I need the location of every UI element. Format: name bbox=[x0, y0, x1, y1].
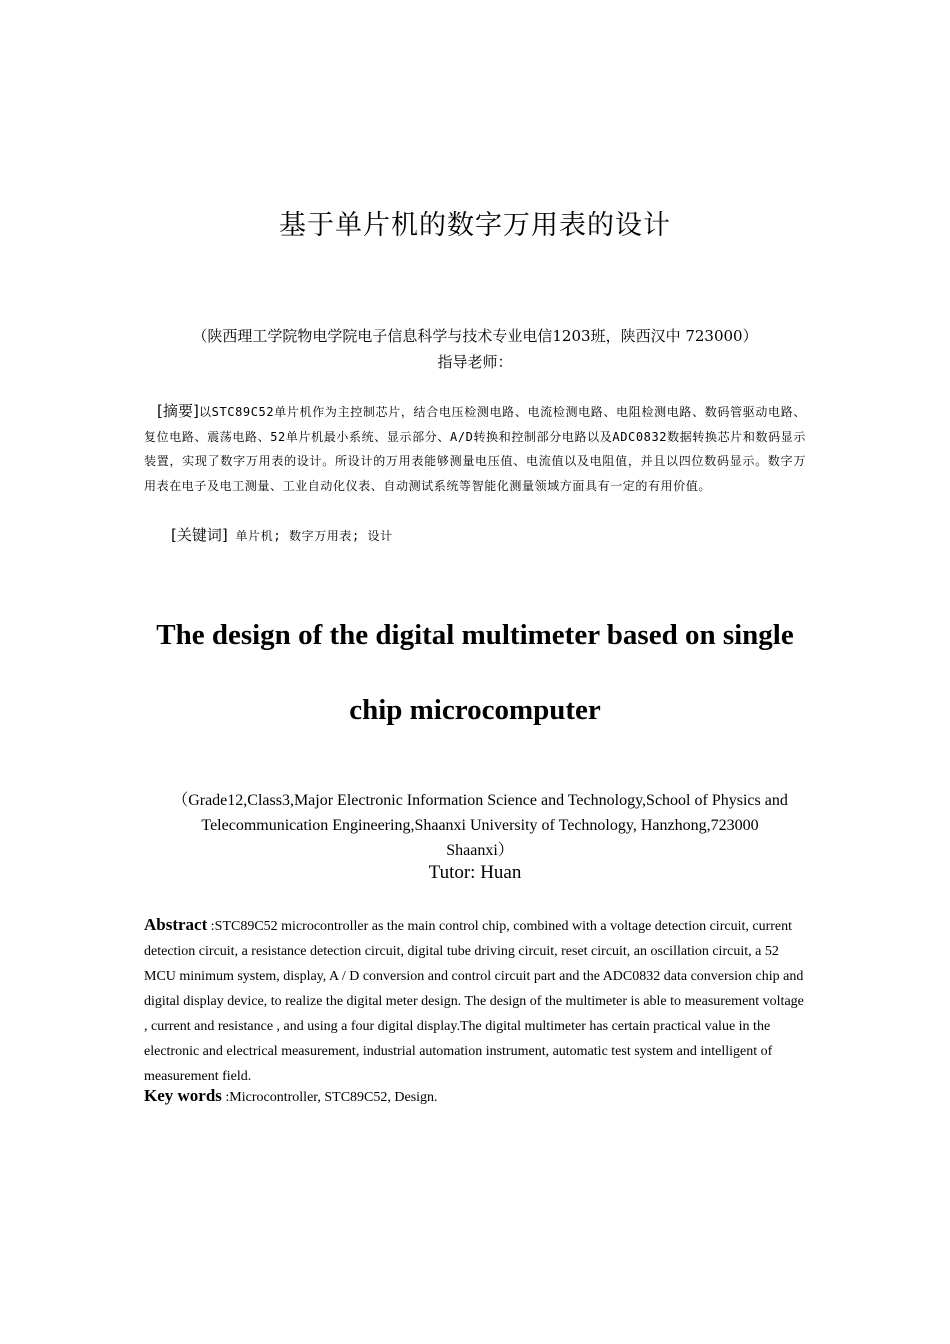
chinese-title: 基于单片机的数字万用表的设计 bbox=[279, 210, 671, 241]
chinese-abstract-text: 以STC89C52单片机作为主控制芯片，结合电压检测电路、电流检测电路、电阻检测电路、数码管驱动电路、复位电路、震荡电路、52单片机最小系统、显示部分、A/D转换和控制部分电路以及ADC0832数据转换芯片和数码显示装置，实现了数字万用表的设计。所设计的万用表能够测量电压值、电流值以及电阻值，并且以四位数码显示。数字万用表在电子及电工测量、工业自动化仪表、自动测试系统等智能化测量领域方面具有一定的有用价值。 bbox=[144, 405, 806, 494]
english-affiliation bbox=[150, 788, 810, 863]
english-title-line-2: chip microcomputer bbox=[349, 694, 601, 726]
english-affiliation-line-1: （Grade12,Class3,Major Electronic Information Science and Technology,School of Physics and bbox=[172, 792, 788, 809]
english-abstract bbox=[144, 912, 808, 1089]
english-keywords-text: :Microcontroller, STC89C52, Design. bbox=[225, 1090, 438, 1105]
english-tutor: Tutor: Huan bbox=[428, 862, 522, 883]
english-abstract-label: Abstract bbox=[144, 915, 208, 934]
english-title-line-1: The design of the digital multimeter based on single bbox=[156, 619, 794, 651]
english-keywords bbox=[144, 1086, 438, 1106]
english-affiliation-line-2: Telecommunication Engineering,Shaanxi University of Technology, Hanzhong,723000 bbox=[201, 817, 759, 834]
chinese-affiliation: （陕西理工学院物电学院电子信息科学与技术专业电信1203班，陕西汉中 723000） bbox=[192, 327, 758, 345]
english-keywords-label: Key words bbox=[144, 1086, 222, 1105]
chinese-keywords bbox=[171, 524, 393, 545]
chinese-keywords-label: [关键词] bbox=[171, 526, 228, 544]
english-title bbox=[0, 598, 950, 748]
chinese-abstract-label: [摘要] bbox=[157, 402, 199, 420]
chinese-tutor: 指导老师： bbox=[437, 353, 513, 371]
chinese-keywords-text: 单片机; 数字万用表; 设计 bbox=[235, 529, 393, 543]
chinese-abstract bbox=[144, 399, 806, 499]
english-abstract-text: :STC89C52 microcontroller as the main control chip, combined with a voltage detection circuit, current detection circuit, a resistance detection circuit, digital tube driving circuit, reset circuit, an oscillation circuit, a 52 MCU minimum system, display, A / D conversion and control circuit part and the ADC0832 data conversion chip and digital display device, to realize the digital meter design. The design of the multimeter is able to measurement voltage , current and resistance , and using a four digital display.The digital multimeter has certain practical value in the electronic and electrical measurement, industrial automation instrument, automatic test system and intelligent of measurement field. bbox=[144, 919, 804, 1084]
english-affiliation-line-3: Shaanxi） bbox=[446, 842, 514, 859]
